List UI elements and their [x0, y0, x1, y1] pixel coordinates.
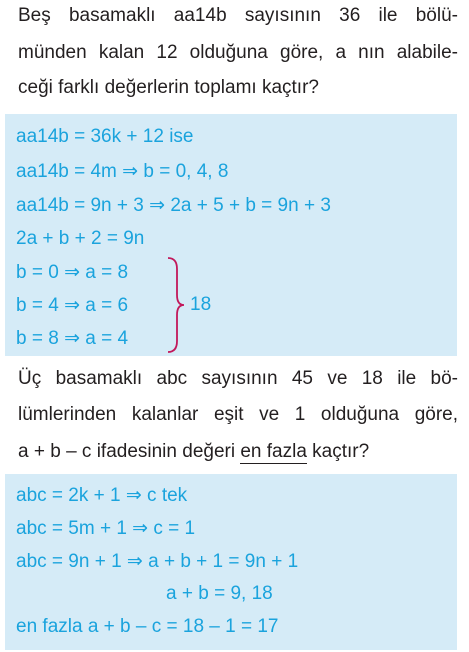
solution-1-line-3: aa14b = 9n + 3 ⇒ 2a + 5 + b = 9n + 3	[16, 195, 331, 216]
solution-1-line-1: aa14b = 36k + 12 ise	[16, 126, 194, 147]
question-2-emphasis: en fazla	[240, 441, 307, 462]
question-1-line-2: münden kalan 12 olduğuna göre, a nın alabile-	[18, 42, 458, 63]
solution-1-line-6: b = 4 ⇒ a = 6	[16, 295, 129, 316]
solution-1-line-7: b = 8 ⇒ a = 4	[16, 328, 129, 349]
solution-2-line-1: abc = 2k + 1 ⇒ c tek	[16, 485, 188, 506]
question-1-line-1: Beş basamaklı aa14b sayısının 36 ile bölü-	[18, 5, 458, 26]
solution-1-total: 18	[190, 294, 212, 315]
question-2-line-3-post: kaçtır?	[306, 441, 370, 462]
question-2-line-2: lümlerinden kalanlar eşit ve 1 olduğuna göre,	[18, 404, 458, 425]
solution-1-box	[5, 114, 457, 356]
question-2-line-3-pre: a + b – c ifadesinin değeri	[18, 441, 241, 462]
solution-1-line-2: aa14b = 4m ⇒ b = 0, 4, 8	[16, 161, 229, 182]
curly-brace-icon	[166, 257, 186, 353]
solution-2-line-3: abc = 9n + 1 ⇒ a + b + 1 = 9n + 1	[16, 551, 299, 572]
solution-2-line-2: abc = 5m + 1 ⇒ c = 1	[16, 518, 196, 539]
solution-1-line-4: 2a + b + 2 = 9n	[16, 228, 145, 249]
solution-2-line-5: en fazla a + b – c = 18 – 1 = 17	[16, 616, 279, 637]
solution-1-line-5: b = 0 ⇒ a = 8	[16, 262, 129, 283]
solution-2-box	[5, 474, 457, 650]
question-2-line-3	[18, 441, 369, 463]
solution-2-line-4: a + b = 9, 18	[166, 583, 273, 604]
question-1-line-3: ceği farklı değerlerin toplamı kaçtır?	[18, 77, 319, 98]
question-2-line-1: Üç basamaklı abc sayısının 45 ve 18 ile bö-	[18, 368, 458, 389]
